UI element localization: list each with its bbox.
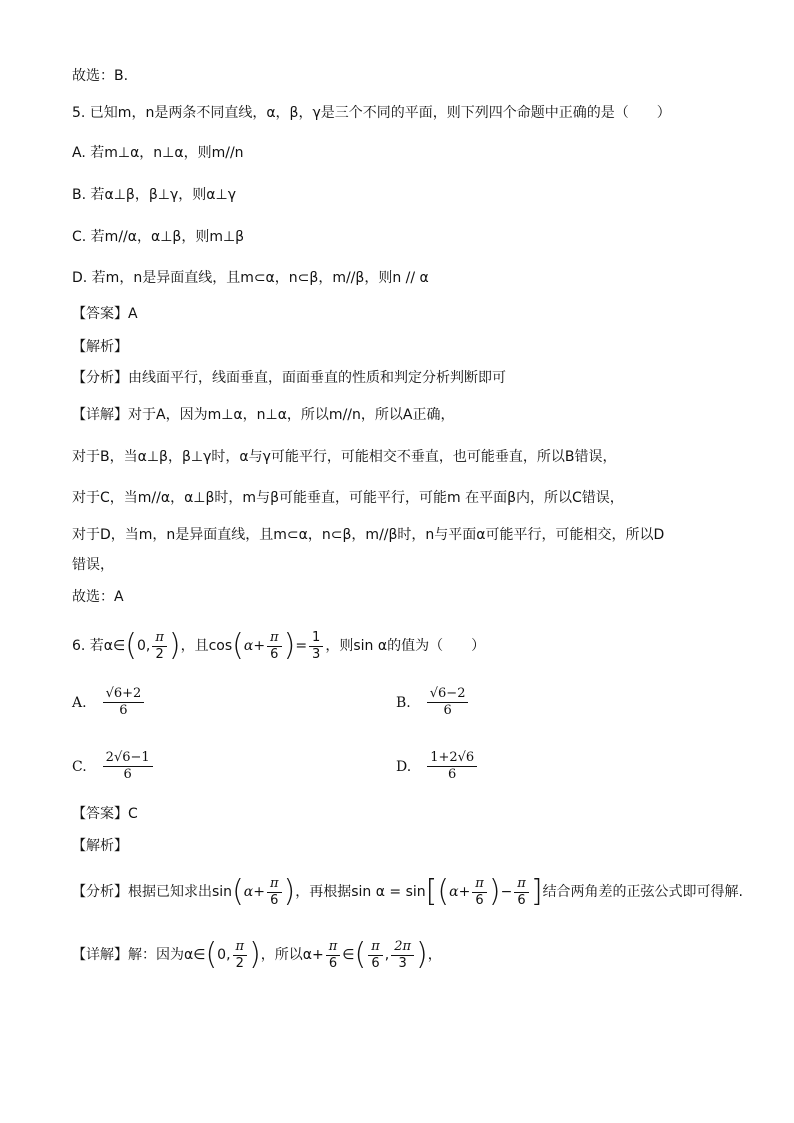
frac-den: 2 [155, 646, 164, 662]
two-pi-over-3-fraction [391, 939, 414, 972]
q6-postfix: ，则sin α的值为（ ） [325, 638, 486, 654]
frac-num: √6+2 [103, 686, 145, 703]
option-label: B. [396, 694, 411, 711]
detail-5-d-cont: 错误， [72, 557, 114, 573]
frac-den: 6 [270, 646, 279, 662]
analysis-5-summary: 【分析】由线面平行，线面垂直，面面垂直的性质和判定分析判断即可 [72, 370, 506, 386]
text-line-guxuan-b: 故选：B. [72, 68, 129, 84]
close-paren: ) [249, 937, 261, 972]
frac-den: 2 [235, 955, 244, 971]
xj6-mid: ，所以α+ [260, 947, 324, 963]
frac-den: 3 [398, 955, 407, 971]
open-paren: ( [232, 628, 244, 663]
q6-alpha-plus: α+ [243, 638, 266, 654]
question-6-option-b [396, 686, 470, 719]
frac-den: 3 [312, 646, 321, 662]
fx6-prefix: 【分析】根据已知求出sin [72, 884, 233, 900]
interval-start: 0, [217, 947, 231, 963]
pi-over-6-fraction [472, 876, 487, 909]
one-third-fraction [309, 630, 323, 663]
analysis-6-summary [72, 872, 743, 912]
element-of: ∈ [342, 947, 355, 963]
fx6-mid: ，再根据sin α = sin [295, 884, 426, 900]
q6-prefix: 6. 若α∈ [72, 638, 126, 654]
option-label: C. [72, 758, 87, 775]
frac-den: 6 [123, 767, 132, 782]
frac-num: √6−2 [427, 686, 469, 703]
close-paren: ) [416, 937, 428, 972]
frac-den: 6 [328, 955, 338, 971]
answer-6: 【答案】C [72, 806, 138, 822]
q6-interval-start: 0, [136, 638, 151, 654]
close-paren: ) [168, 628, 181, 663]
option-label: D. [396, 758, 412, 775]
frac-num: π [267, 876, 282, 893]
open-bracket: [ [425, 874, 438, 909]
detail-6 [72, 935, 442, 975]
detail-5-d: 对于D，当m，n是异面直线，且m⊂α，n⊂β，m//β时，n与平面α可能平行，可能相交，所以D [72, 527, 665, 543]
xj6-prefix: 【详解】解：因为α∈ [72, 947, 206, 963]
answer-5: 【答案】A [72, 306, 138, 322]
pi-over-6-fraction [267, 630, 282, 663]
close-bracket: ] [530, 874, 543, 909]
q6-equals: = [295, 638, 308, 654]
comma: , [384, 947, 390, 963]
pi-over-2-fraction [152, 630, 167, 663]
question-5-option-c: C. 若m//α，α⊥β，则m⊥β [72, 229, 245, 245]
pi-over-6-fraction [514, 876, 529, 909]
question-6-option-d [396, 750, 479, 783]
alpha-plus: α+ [243, 884, 265, 900]
analysis-6-heading: 【解析】 [72, 838, 128, 854]
frac-num: π [368, 939, 383, 956]
open-paren: ( [354, 937, 367, 972]
analysis-5-heading: 【解析】 [72, 339, 128, 355]
frac-den: 6 [517, 892, 526, 908]
q6-mid: ，且cos [180, 638, 233, 654]
close-paren: ) [283, 874, 296, 909]
option-b-fraction [427, 686, 469, 719]
question-5-stem: 5. 已知m，n是两条不同直线，α，β，γ是三个不同的平面，则下列四个命题中正确的是（ ） [72, 105, 671, 121]
close-paren: ) [283, 628, 296, 663]
question-6-stem [72, 628, 485, 664]
question-5-option-a: A. 若m⊥α，n⊥α，则m//n [72, 145, 244, 161]
frac-den: 6 [371, 955, 380, 971]
frac-num: 2√6−1 [103, 750, 153, 767]
frac-num: π [233, 939, 248, 956]
frac-den: 6 [475, 892, 484, 908]
pi-over-6-fraction [267, 876, 282, 909]
fx6-postfix: 结合两角差的正弦公式即可得解. [542, 884, 744, 900]
xj6-postfix: ， [427, 947, 442, 963]
frac-num: 1 [309, 630, 323, 647]
frac-num: π [514, 876, 529, 893]
conclusion-5: 故选：A [72, 589, 124, 605]
open-paren: ( [125, 628, 137, 663]
frac-den: 6 [443, 703, 452, 718]
option-c-fraction [103, 750, 153, 783]
close-paren: ) [488, 874, 501, 909]
frac-num: 1+2√6 [427, 750, 477, 767]
alpha-plus: α+ [449, 884, 471, 900]
frac-num: π [472, 876, 487, 893]
open-paren: ( [437, 874, 450, 909]
detail-5-a: 【详解】对于A，因为m⊥α，n⊥α，所以m//n，所以A正确， [72, 407, 455, 423]
frac-num: π [326, 939, 341, 956]
pi-over-6-fraction [326, 939, 341, 972]
frac-den: 6 [448, 767, 457, 782]
pi-over-6-fraction [368, 939, 383, 972]
question-6-option-a [72, 686, 146, 719]
option-label: A. [72, 694, 87, 711]
question-6-option-c [72, 750, 155, 783]
pi-over-2-fraction [233, 939, 248, 972]
frac-num: π [267, 630, 282, 647]
open-paren: ( [205, 937, 218, 972]
option-a-fraction [103, 686, 145, 719]
detail-5-c: 对于C，当m//α，α⊥β时，m与β可能垂直，可能平行，可能m 在平面β内，所以C错误， [72, 490, 624, 506]
frac-num: π [152, 630, 167, 647]
detail-5-b: 对于B，当α⊥β，β⊥γ时，α与γ可能平行，可能相交不垂直，也可能垂直，所以B错误， [72, 449, 617, 465]
question-5-option-b: B. 若α⊥β，β⊥γ，则α⊥γ [72, 187, 236, 203]
frac-den: 6 [270, 892, 279, 908]
frac-den: 6 [119, 703, 128, 718]
minus-sign: − [500, 884, 513, 900]
option-d-fraction [427, 750, 477, 783]
question-5-option-d: D. 若m，n是异面直线，且m⊂α，n⊂β，m//β，则n // α [72, 270, 429, 286]
open-paren: ( [232, 874, 244, 909]
frac-num: 2π [391, 939, 414, 956]
